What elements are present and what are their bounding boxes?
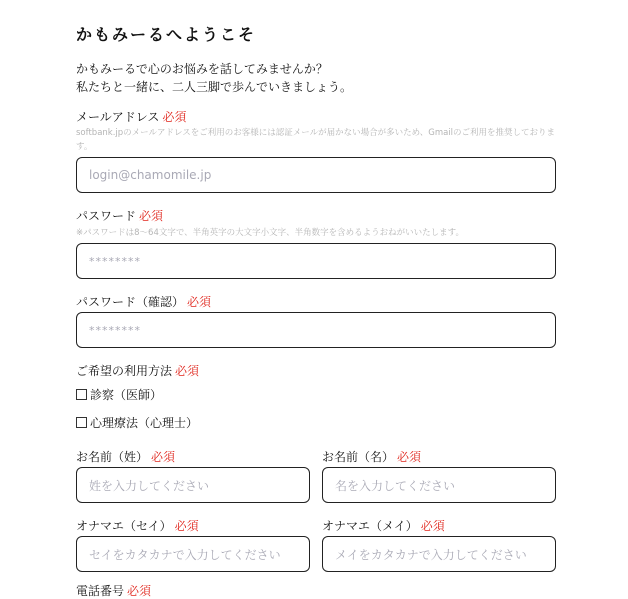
required-badge: 必須 <box>139 209 164 223</box>
required-badge: 必須 <box>397 450 422 464</box>
email-input[interactable]: login@chamomile.jp <box>76 157 556 193</box>
email-note: softbank.jpのメールアドレスをご利用のお客様には認証メールが届かない場合が多いため、Gmailのご利用を推奨しております。 <box>76 128 556 152</box>
checkbox[interactable] <box>76 417 87 428</box>
required-badge: 必須 <box>175 364 200 378</box>
checkbox[interactable] <box>76 389 87 400</box>
required-badge: 必須 <box>127 584 152 598</box>
required-badge: 必須 <box>151 450 176 464</box>
last-name-label: お名前（姓） 必須 <box>76 450 176 464</box>
intro-text <box>76 60 352 96</box>
usage-option-therapy[interactable]: 心理療法（心理士） <box>76 414 198 431</box>
first-kana-input[interactable]: メイをカタカナで入力してください <box>322 536 556 572</box>
first-name-label: お名前（名） 必須 <box>322 450 422 464</box>
last-kana-label: オナマエ（セイ） 必須 <box>76 519 199 533</box>
page-title: かもみーるへようこそ <box>76 25 257 44</box>
last-name-input[interactable]: 姓を入力してください <box>76 467 310 503</box>
required-badge: 必須 <box>420 519 445 533</box>
password-confirm-label: パスワード（確認） 必須 <box>76 295 212 309</box>
required-badge: 必須 <box>187 295 212 309</box>
password-input[interactable]: ******** <box>76 243 556 279</box>
last-kana-input[interactable]: セイをカタカナで入力してください <box>76 536 310 572</box>
required-badge: 必須 <box>174 519 199 533</box>
intro-line-2: 私たちと一緒に、二人三脚で歩んでいきましょう。 <box>76 80 353 94</box>
password-label: パスワード 必須 <box>76 209 164 223</box>
usage-option-consultation[interactable]: 診察（医師） <box>76 386 162 403</box>
email-label: メールアドレス 必須 <box>76 110 187 124</box>
usage-label: ご希望の利用方法 必須 <box>76 364 200 378</box>
first-kana-label: オナマエ（メイ） 必須 <box>322 519 445 533</box>
first-name-input[interactable]: 名を入力してください <box>322 467 556 503</box>
password-note: ※パスワードは8〜64文字で、半角英字の大文字小文字、半角数字を含めるようおねがいいたします。 <box>76 228 465 238</box>
password-confirm-input[interactable]: ******** <box>76 312 556 348</box>
intro-line-1: かもみーるで心のお悩みを話してみませんか？ <box>76 62 328 76</box>
required-badge: 必須 <box>162 110 187 124</box>
phone-label: 電話番号 必須 <box>76 584 152 598</box>
